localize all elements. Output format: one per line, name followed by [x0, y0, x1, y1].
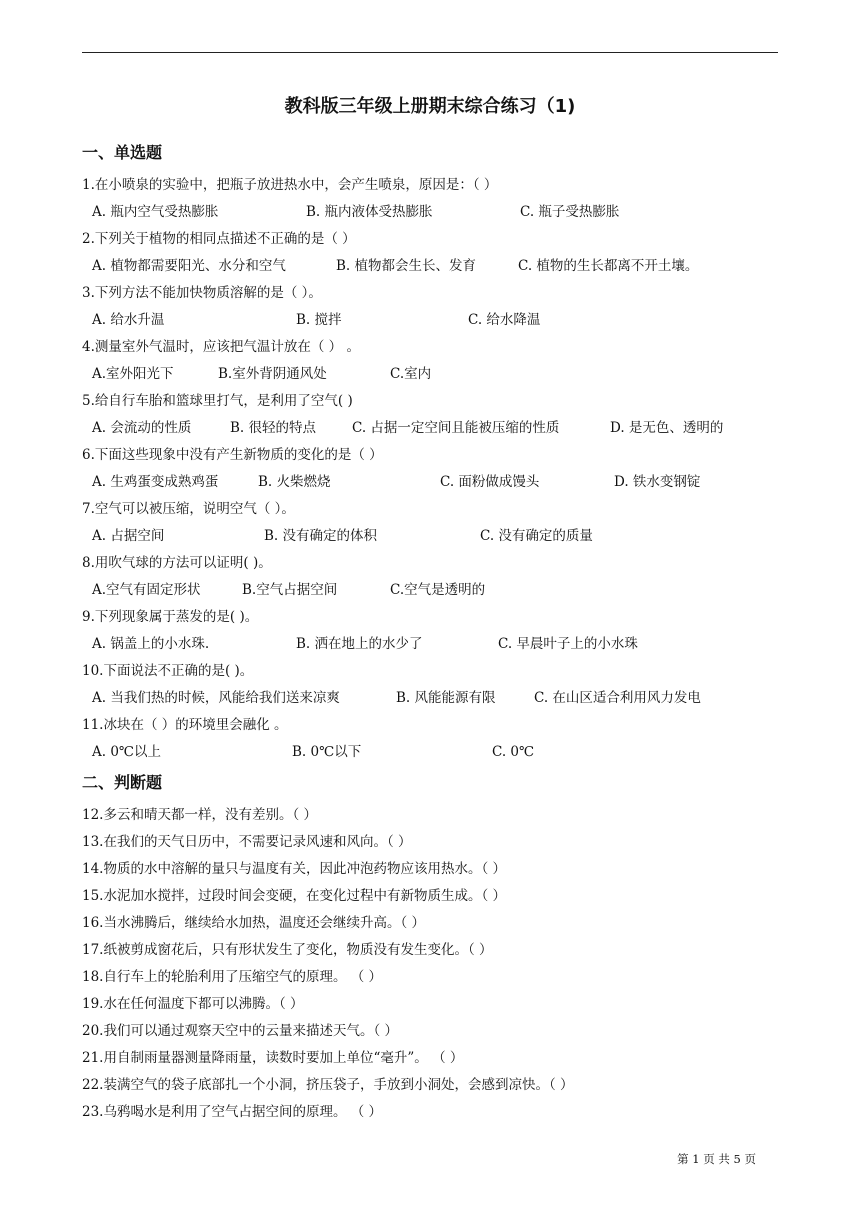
question-4: 4.测量室外气温时，应该把气温计放在（ ） 。 — [82, 339, 360, 355]
judge-question-15: 15.水泥加水搅拌，过段时间会变硬，在变化过程中有新物质生成。（ ） — [82, 888, 507, 904]
options-2 — [92, 257, 792, 275]
option-6b[interactable]: B. 火柴燃烧 — [258, 474, 331, 490]
option-1b[interactable]: B. 瓶内液体受热膨胀 — [306, 204, 433, 220]
question-9: 9.下列现象属于蒸发的是( )。 — [82, 609, 259, 625]
judge-question-20: 20.我们可以通过观察天空中的云量来描述天气。（ ） — [82, 1023, 399, 1039]
options-5 — [92, 419, 792, 437]
option-5a[interactable]: A. 会流动的性质 — [92, 420, 192, 436]
option-7b[interactable]: B. 没有确定的体积 — [264, 528, 378, 544]
question-3: 3.下列方法不能加快物质溶解的是（ ）。 — [82, 285, 322, 301]
option-5d[interactable]: D. 是无色、透明的 — [610, 420, 724, 436]
judge-question-17: 17.纸被剪成窗花后，只有形状发生了变化，物质没有发生变化。（ ） — [82, 942, 493, 958]
option-4a[interactable]: A.室外阳光下 — [92, 366, 174, 382]
options-10 — [92, 689, 792, 707]
options-7 — [92, 527, 792, 545]
option-11c[interactable]: C. 0℃ — [492, 744, 535, 760]
options-3 — [92, 311, 792, 329]
option-6c[interactable]: C. 面粉做成馒头 — [440, 474, 540, 490]
option-9a[interactable]: A. 锅盖上的小水珠. — [92, 636, 210, 652]
question-7: 7.空气可以被压缩，说明空气（ ）。 — [82, 501, 295, 517]
option-7c[interactable]: C. 没有确定的质量 — [480, 528, 593, 544]
option-6a[interactable]: A. 生鸡蛋变成熟鸡蛋 — [92, 474, 219, 490]
judge-question-16: 16.当水沸腾后，继续给水加热，温度还会继续升高。（ ） — [82, 915, 426, 931]
option-8b[interactable]: B.空气占据空间 — [242, 582, 338, 598]
option-10a[interactable]: A. 当我们热的时候，风能给我们送来凉爽 — [92, 690, 340, 706]
option-10b[interactable]: B. 风能能源有限 — [396, 690, 496, 706]
question-5: 5.给自行车胎和篮球里打气，是利用了空气( ) — [82, 393, 353, 409]
option-4c[interactable]: C.室内 — [390, 366, 432, 382]
options-11 — [92, 743, 792, 761]
option-7a[interactable]: A. 占据空间 — [92, 528, 165, 544]
option-8c[interactable]: C.空气是透明的 — [390, 582, 486, 598]
judge-question-23: 23.乌鸦喝水是利用了空气占据空间的原理。 （ ） — [82, 1104, 383, 1120]
option-3c[interactable]: C. 给水降温 — [468, 312, 541, 328]
question-11: 11.冰块在（ ）的环境里会融化 。 — [82, 717, 288, 733]
judge-question-13: 13.在我们的天气日历中，不需要记录风速和风向。（ ） — [82, 834, 412, 850]
option-11a[interactable]: A. 0℃以上 — [92, 744, 162, 760]
header-rule — [82, 52, 778, 53]
option-5c[interactable]: C. 占据一定空间且能被压缩的性质 — [352, 420, 560, 436]
option-1a[interactable]: A. 瓶内空气受热膨胀 — [92, 204, 219, 220]
judge-question-12: 12.多云和晴天都一样，没有差别。（ ） — [82, 807, 318, 823]
section-heading-single-choice: 一、单选题 — [82, 143, 163, 162]
judge-question-22: 22.装满空气的袋子底部扎一个小洞，挤压袋子，手放到小洞处，会感到凉快。（ ） — [82, 1077, 574, 1093]
judge-question-21: 21.用自制雨量器测量降雨量，读数时要加上单位“毫升”。 （ ） — [82, 1050, 464, 1066]
option-2b[interactable]: B. 植物都会生长、发育 — [336, 258, 477, 274]
option-2a[interactable]: A. 植物都需要阳光、水分和空气 — [92, 258, 286, 274]
question-8: 8.用吹气球的方法可以证明( )。 — [82, 555, 272, 571]
options-1 — [92, 203, 792, 221]
options-8 — [92, 581, 792, 599]
section-heading-judge: 二、判断题 — [82, 773, 163, 792]
question-6: 6.下面这些现象中没有产生新物质的变化的是（ ） — [82, 447, 383, 463]
judge-question-19: 19.水在任何温度下都可以沸腾。（ ） — [82, 996, 304, 1012]
question-1: 1.在小喷泉的实验中，把瓶子放进热水中，会产生喷泉，原因是：（ ） — [82, 177, 498, 193]
option-1c[interactable]: C. 瓶子受热膨胀 — [520, 204, 620, 220]
option-8a[interactable]: A.空气有固定形状 — [92, 582, 201, 598]
question-2: 2.下列关于植物的相同点描述不正确的是（ ） — [82, 231, 356, 247]
options-6 — [92, 473, 792, 491]
judge-question-18: 18.自行车上的轮胎利用了压缩空气的原理。 （ ） — [82, 969, 383, 985]
option-3b[interactable]: B. 搅拌 — [296, 312, 342, 328]
document-title: 教科版三年级上册期末综合练习（1) — [284, 96, 576, 117]
option-6d[interactable]: D. 铁水变钢锭 — [614, 474, 701, 490]
option-5b[interactable]: B. 很轻的特点 — [230, 420, 317, 436]
judge-question-14: 14.物质的水中溶解的量只与温度有关，因此冲泡药物应该用热水。（ ） — [82, 861, 507, 877]
options-9 — [92, 635, 792, 653]
option-4b[interactable]: B.室外背阴通风处 — [218, 366, 327, 382]
option-10c[interactable]: C. 在山区适合利用风力发电 — [534, 690, 701, 706]
question-10: 10.下面说法不正确的是( )。 — [82, 663, 254, 679]
page-footer: 第 1 页 共 5 页 — [677, 1152, 756, 1166]
options-4 — [92, 365, 792, 383]
option-9c[interactable]: C. 早晨叶子上的小水珠 — [498, 636, 638, 652]
option-3a[interactable]: A. 给水升温 — [92, 312, 165, 328]
option-11b[interactable]: B. 0℃以下 — [292, 744, 362, 760]
option-9b[interactable]: B. 洒在地上的水少了 — [296, 636, 423, 652]
option-2c[interactable]: C. 植物的生长都离不开土壤。 — [518, 258, 699, 274]
